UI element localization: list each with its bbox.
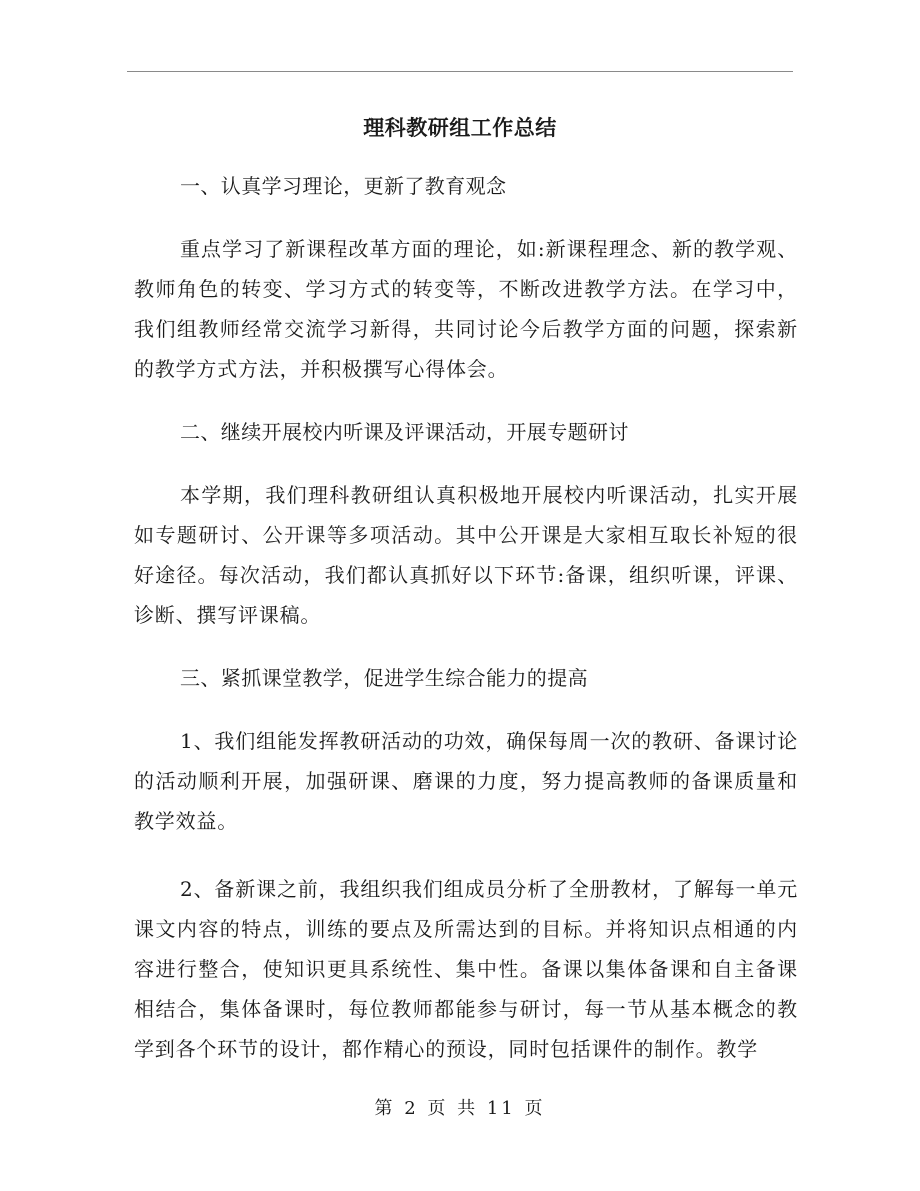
page-number: 第 2 页 共 11 页 xyxy=(374,1098,546,1119)
section-1-paragraph: 重点学习了新课程改革方面的理论，如:新课程理念、新的教学观、教师角色的转变、学习方式的转变等，不断改进教学方法。在学习中，我们组教师经常交流学习新得，共同讨论今后教学方面的问题，探索新的教学方式方法，并积极撰写心得体会。 xyxy=(134,237,798,381)
section-2-paragraph: 本学期，我们理科教研组认真积极地开展校内听课活动，扎实开展如专题研讨、公开课等多项活动。其中公开课是大家相互取长补短的很好途径。每次活动，我们都认真抓好以下环节:备课，组织听课，评课、诊断、撰写评课稿。 xyxy=(134,483,798,627)
section-heading-1: 一、认真学习理论，更新了教育观念 xyxy=(180,174,507,198)
header-rule xyxy=(127,71,793,72)
document-title: 理科教研组工作总结 xyxy=(363,116,557,140)
section-heading-2: 二、继续开展校内听课及评课活动，开展专题研讨 xyxy=(180,420,629,444)
document-body xyxy=(134,171,798,1069)
section-3-paragraph-1: 1、我们组能发挥教研活动的功效，确保每周一次的教研、备课讨论的活动顺利开展，加强研课、磨课的力度，努力提高教师的备课质量和教学效益。 xyxy=(134,729,798,833)
section-heading-3: 三、紧抓课堂教学，促进学生综合能力的提高 xyxy=(180,666,588,690)
section-3-paragraph-2: 2、备新课之前，我组织我们组成员分析了全册教材，了解每一单元课文内容的特点，训练的要点及所需达到的目标。并将知识点相通的内容进行整合，使知识更具系统性、集中性。备课以集体备课和自主备课相结合，集体备课时，每位教师都能参与研讨，每一节从基本概念的教学到各个环节的设计，都作精心的预设，同时包括课件的制作。教学 xyxy=(134,877,798,1061)
